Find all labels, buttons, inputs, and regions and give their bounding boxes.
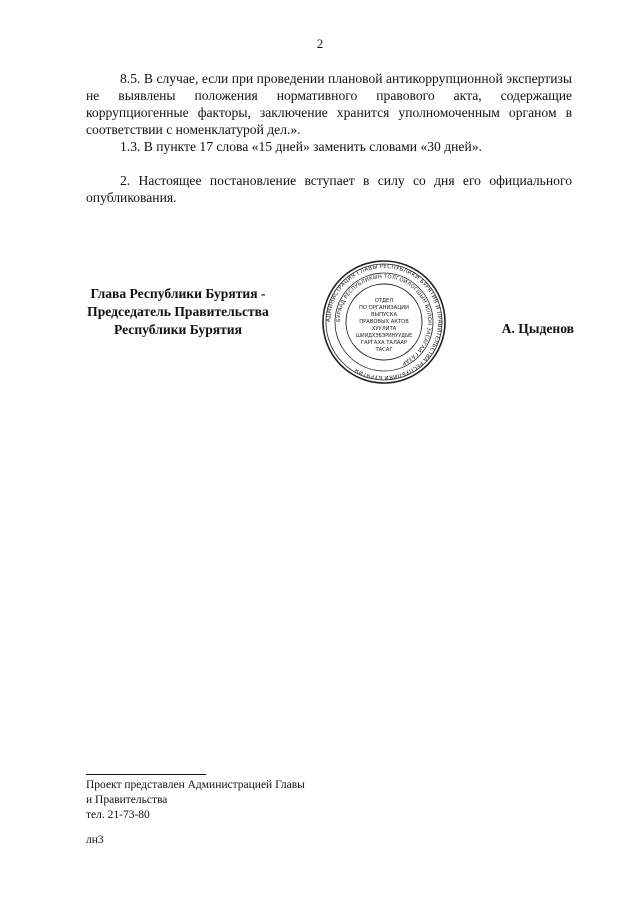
paragraph-1-3: 1.3. В пункте 17 слова «15 дней» заменить словами «30 дней». [120, 139, 482, 154]
document-code: лн3 [86, 834, 104, 846]
signatory-title-line: Председатель Правительства [87, 304, 269, 319]
footnote-line: Проект представлен Администрацией Главы [86, 779, 305, 791]
document-body [86, 70, 572, 206]
stamp-center-line: ПО ОРГАНИЗАЦИИ [358, 305, 410, 311]
footnote [86, 778, 305, 823]
footnote-phone: тел. 21-73-80 [86, 809, 150, 821]
stamp-center-line: ШИИДХЭБЭРИНУУДЫЕ [355, 334, 413, 339]
stamp-center-line: ВЫПУСКА [370, 312, 398, 318]
signatory-name: А. Цыденов [501, 321, 574, 336]
stamp-outer-ring-text: АДМИНИСТРАЦИЯ ГЛАВЫ РЕСПУБЛИКИ БУРЯТИЯ И ПРАВИТЕЛЬСТВА РЕСПУБЛИКИ БУРЯТИЯ [325, 263, 443, 381]
paragraph-8-5: 8.5. В случае, если при проведении плановой антикоррупционной экспертизы не выявлены положения нормативного правового акта, содержащие коррупциогенные факторы, заключение хранится уполномоченным органом в соответствии с номенклатурой дел.». [86, 71, 572, 137]
signatory-title-line: Глава Республики Бурятия - [90, 286, 266, 301]
stamp-center-line: ТАСАГ [375, 347, 393, 353]
stamp-seal-graphic [320, 258, 448, 386]
stamp-center-line: ХУУЛИТА [371, 326, 397, 332]
footnote-divider [86, 774, 206, 775]
signatory-title [78, 285, 278, 339]
stamp-center-line: ОТДЕЛ [374, 298, 394, 304]
footnote-line: и Правительства [86, 794, 168, 806]
official-stamp [320, 258, 448, 386]
stamp-inner-ring-text: БУРЯАД РЕСПУБЛИКЫН ТОЛГОЙЛОГШЫН БОЛОН ЗАСАГАЙ ГАЗАР [335, 273, 433, 366]
page-number: 2 [316, 36, 324, 51]
stamp-center-line: ГАРГАХА ТАЛААР [360, 340, 408, 346]
stamp-center-line: ПРАВОВЫХ АКТОВ [359, 319, 409, 325]
paragraph-2: 2. Настоящее постановление вступает в силу со дня его официального опубликования. [86, 173, 572, 205]
signatory-title-line: Республики Бурятия [113, 322, 242, 337]
